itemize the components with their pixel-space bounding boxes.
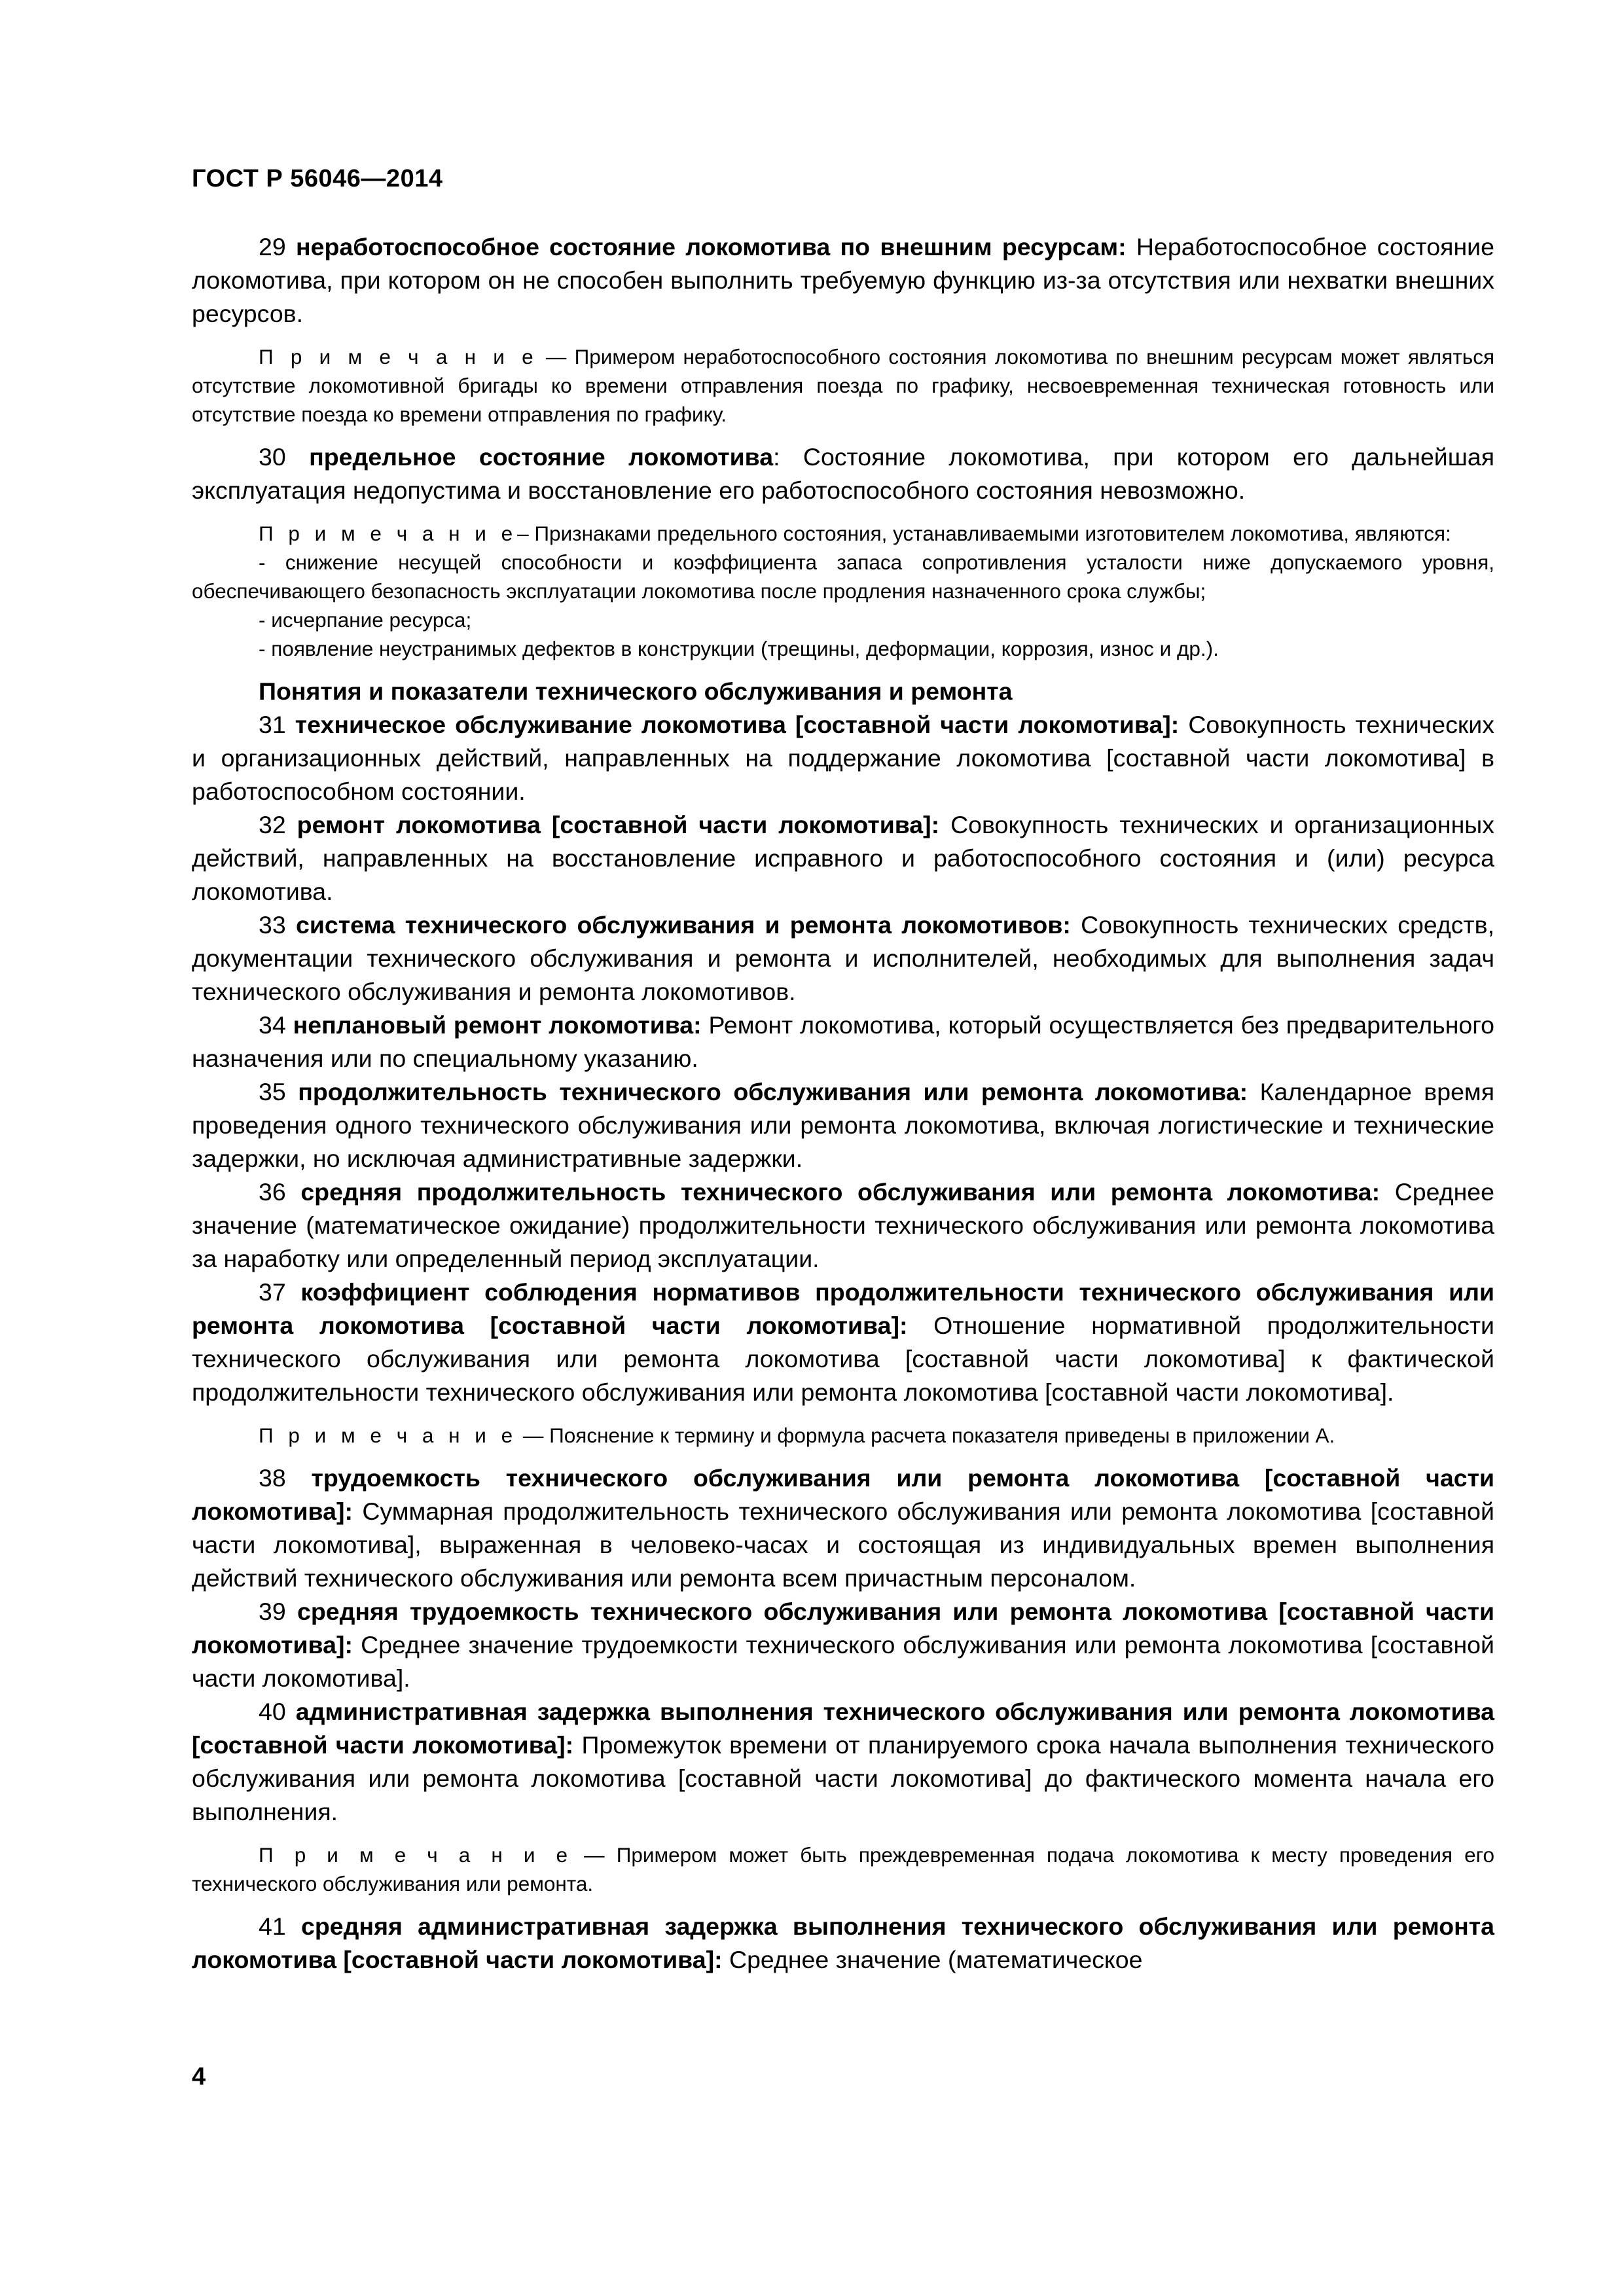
- page-number: 4: [192, 2063, 206, 2090]
- note-list-item: - появление неустранимых дефектов в конструкции (трещины, деформации, коррозия, износ и др.).: [259, 637, 1219, 660]
- term-36: 36 средняя продолжительность технического обслуживания или ремонта локомотива: Среднее значение (математическое ожидание) продолжительности технического обслуживания или ремонта локомотива за наработку или определенный период эксплуатации.: [192, 1178, 1494, 1272]
- note-40: П р и м е ч а н и е — Примером может быть преждевременная подача локомотива к месту проведения его технического обслуживания или ремонта.: [192, 1843, 1494, 1895]
- term-29: 29 неработоспособное состояние локомотива по внешним ресурсам: Неработоспособное состояние локомотива, при котором он не способен выполнить требуемую функцию из-за отсутствия или нехватки внешних ресурсов.: [192, 233, 1494, 327]
- note-list-item: - исчерпание ресурса;: [259, 608, 472, 632]
- term-33: 33 система технического обслуживания и ремонта локомотивов: Совокупность технических средств, документации технического обслуживания и ремонта и исполнителей, необходимых для выполнения задач технического обслуживания и ремонта локомотивов.: [192, 911, 1495, 1005]
- note-30: П р и м е ч а н и е– Признаками предельного состояния, устанавливаемыми изготовителем локомотива, являются:: [259, 522, 1451, 545]
- term-38: 38 трудоемкость технического обслуживания или ремонта локомотива [составной части локомотива]: Суммарная продолжительность технического обслуживания или ремонта локомотива [составной части локомотива], выраженная в человеко-часах и состоящая из индивидуальных времен выполнения действий технического обслуживания или ремонта всем причастным персоналом.: [192, 1464, 1495, 1592]
- note-list-item: - снижение несущей способности и коэффициента запаса сопротивления усталости ниже допускаемого уровня, обеспечивающего безопасность эксплуатации локомотива после продления назначенного срока службы;: [192, 550, 1494, 603]
- term-34: 34 неплановый ремонт локомотива: Ремонт локомотива, который осуществляется без предварительного назначения или по специальному указанию.: [192, 1011, 1494, 1072]
- section-title: Понятия и показатели технического обслуживания и ремонта: [259, 677, 1013, 705]
- term-40: 40 административная задержка выполнения технического обслуживания или ремонта локомотива [составной части локомотива]: Промежуток времени от планируемого срока начала выполнения технического обслуживания или ремонта локомотива [составной части локомотива] до фактического момента начала его выполнения.: [192, 1698, 1494, 1825]
- term-31: 31 техническое обслуживание локомотива [составной части локомотива]: Совокупность технических и организационных действий, направленных на поддержание локомотива [составной части локомотива] в работоспособном состоянии.: [192, 711, 1495, 805]
- document-header: ГОСТ Р 56046—2014: [192, 165, 443, 192]
- term-32: 32 ремонт локомотива [составной части локомотива]: Совокупность технических и организационных действий, направленных на восстановление исправного и работоспособного состояния и (или) ресурса локомотива.: [192, 811, 1494, 905]
- term-39: 39 средняя трудоемкость технического обслуживания или ремонта локомотива [составной части локомотива]: Среднее значение трудоемкости технического обслуживания или ремонта локомотива [составной части локомотива].: [192, 1598, 1494, 1692]
- note-29: П р и м е ч а н и е — Примером неработоспособного состояния локомотива по внешним ресурсам может являться отсутствие локомотивной бригады ко времени отправления поезда по графику, несвоевременная техническая готовность или отсутствие поезда ко времени отправления по графику.: [192, 345, 1495, 426]
- term-37: 37 коэффициент соблюдения нормативов продолжительности технического обслуживания или ремонта локомотива [составной части локомотива]: Отношение нормативной продолжительности технического обслуживания или ремонта локомотива [составной части локомотива] к фактической продолжительности технического обслуживания или ремонта локомотива [составной части локомотива].: [192, 1278, 1495, 1406]
- term-41: 41 средняя административная задержка выполнения технического обслуживания или ремонта локомотива [составной части локомотива]: Среднее значение (математическое: [192, 1912, 1495, 1973]
- document-body: [192, 230, 1494, 1977]
- note-30-list: [192, 548, 1494, 663]
- term-35: 35 продолжительность технического обслуживания или ремонта локомотива: Календарное время проведения одного технического обслуживания или ремонта локомотива, включая логистические и технические задержки, но исключая административные задержки.: [192, 1078, 1495, 1172]
- note-37: П р и м е ч а н и е — Пояснение к термину и формула расчета показателя приведены в приложении А.: [259, 1424, 1335, 1447]
- term-30: 30 предельное состояние локомотива: Состояние локомотива, при котором его дальнейшая эксплуатация недопустима и восстановление его работоспособного состояния невозможно.: [192, 443, 1495, 504]
